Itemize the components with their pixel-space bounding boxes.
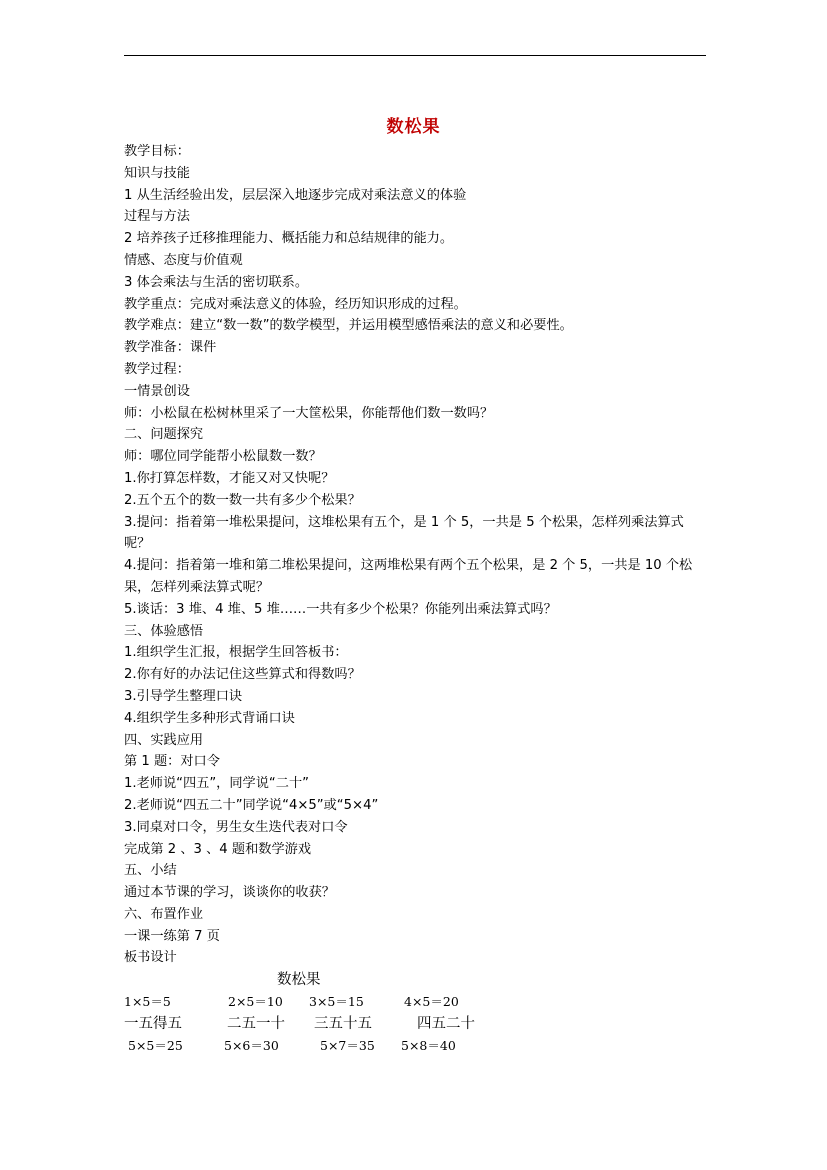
section-heading: 三、体验感悟 (124, 623, 204, 639)
board-design-label: 板书设计 (124, 950, 177, 966)
board-equation: 4×5＝20 (404, 994, 459, 1009)
text-line: 1.组织学生汇报，根据学生回答板书： (124, 645, 348, 661)
section-process: 教学过程： (124, 361, 190, 377)
text-line: 1 从生活经验出发，层层深入地逐步完成对乘法意义的体验 (124, 187, 467, 203)
text-line: 2 培养孩子迁移推理能力、概括能力和总结规律的能力。 (124, 231, 454, 247)
section-preparation: 教学准备：课件 (124, 340, 217, 356)
document-title: 数松果 (386, 117, 441, 137)
text-line: 一课一练第 7 页 (124, 928, 220, 944)
section-key-points: 教学重点：完成对乘法意义的体验，经历知识形成的过程。 (124, 296, 467, 312)
section-goals: 教学目标： (124, 144, 190, 159)
board-rhyme: 三五十五 (314, 1016, 372, 1032)
board-rhyme: 一五得五 (124, 1016, 182, 1032)
text-line: 1.你打算怎样数，才能又对又快呢？ (124, 470, 335, 486)
text-line: 3.同桌对口令，男生女生迭代表对口令 (124, 819, 348, 835)
text-line: 师：哪位同学能帮小松鼠数一数？ (124, 449, 322, 465)
board-rhyme: 二五一十 (227, 1016, 285, 1032)
text-line: 3.引导学生整理口诀 (124, 688, 243, 704)
section-difficulties: 教学难点：建立“数一数”的数学模型，并运用模型感悟乘法的意义和必要性。 (124, 318, 573, 334)
board-equation: 5×5＝25 (128, 1038, 183, 1053)
section-heading: 二、问题探究 (124, 427, 204, 443)
text-line: 5.谈话：3 堆、4 堆、5 堆……一共有多少个松果？你能列出乘法算式吗？ (124, 601, 557, 617)
text-line: 2.五个五个的数一数一共有多少个松果？ (124, 492, 361, 508)
text-line: 过程与方法 (124, 209, 190, 225)
text-line: 1.老师说“四五”，同学说“二十” (124, 776, 309, 792)
header-rule (124, 55, 706, 56)
board-equation: 2×5＝10 (228, 994, 283, 1009)
section-heading: 五、小结 (124, 863, 177, 879)
board-equation: 1×5＝5 (124, 994, 171, 1009)
text-paragraph: 3.提问：指着第一堆松果提问，这堆松果有五个，是 1 个 5，一共是 5 个松果，怎样列乘法算式呢？ (124, 514, 684, 552)
section-heading: 六、布置作业 (124, 906, 204, 922)
board-rhyme: 四五二十 (417, 1016, 475, 1032)
text-line: 2.你有好的办法记住这些算式和得数吗？ (124, 667, 361, 683)
section-heading: 一情景创设 (124, 383, 190, 399)
text-line: 通过本节课的学习，谈谈你的收获？ (124, 885, 335, 901)
text-line: 情感、态度与价值观 (124, 252, 243, 268)
text-line: 完成第 2 、3 、4 题和数学游戏 (124, 841, 312, 857)
lesson-body (124, 141, 706, 969)
board-equation: 5×6＝30 (224, 1038, 279, 1053)
text-line: 知识与技能 (124, 165, 190, 181)
board-equation: 5×7＝35 (320, 1038, 375, 1053)
section-heading: 四、实践应用 (124, 732, 204, 748)
text-line: 3 体会乘法与生活的密切联系。 (124, 274, 309, 290)
text-line: 师：小松鼠在松树林里采了一大筐松果，你能帮他们数一数吗？ (124, 405, 494, 421)
text-line: 4.组织学生多种形式背诵口诀 (124, 710, 295, 726)
text-line: 第 1 题：对口令 (124, 754, 220, 770)
text-paragraph: 4.提问：指着第一堆和第二堆松果提问，这两堆松果有两个五个松果，是 2 个 5，一共是 10 个松果，怎样列乘法算式呢？ (124, 558, 693, 595)
text-line: 2.老师说“四五二十”同学说“4×5”或“5×4” (124, 797, 379, 813)
board-equation: 5×8＝40 (401, 1038, 456, 1053)
board-equation: 3×5＝15 (309, 994, 364, 1009)
board-title: 数松果 (277, 972, 321, 988)
